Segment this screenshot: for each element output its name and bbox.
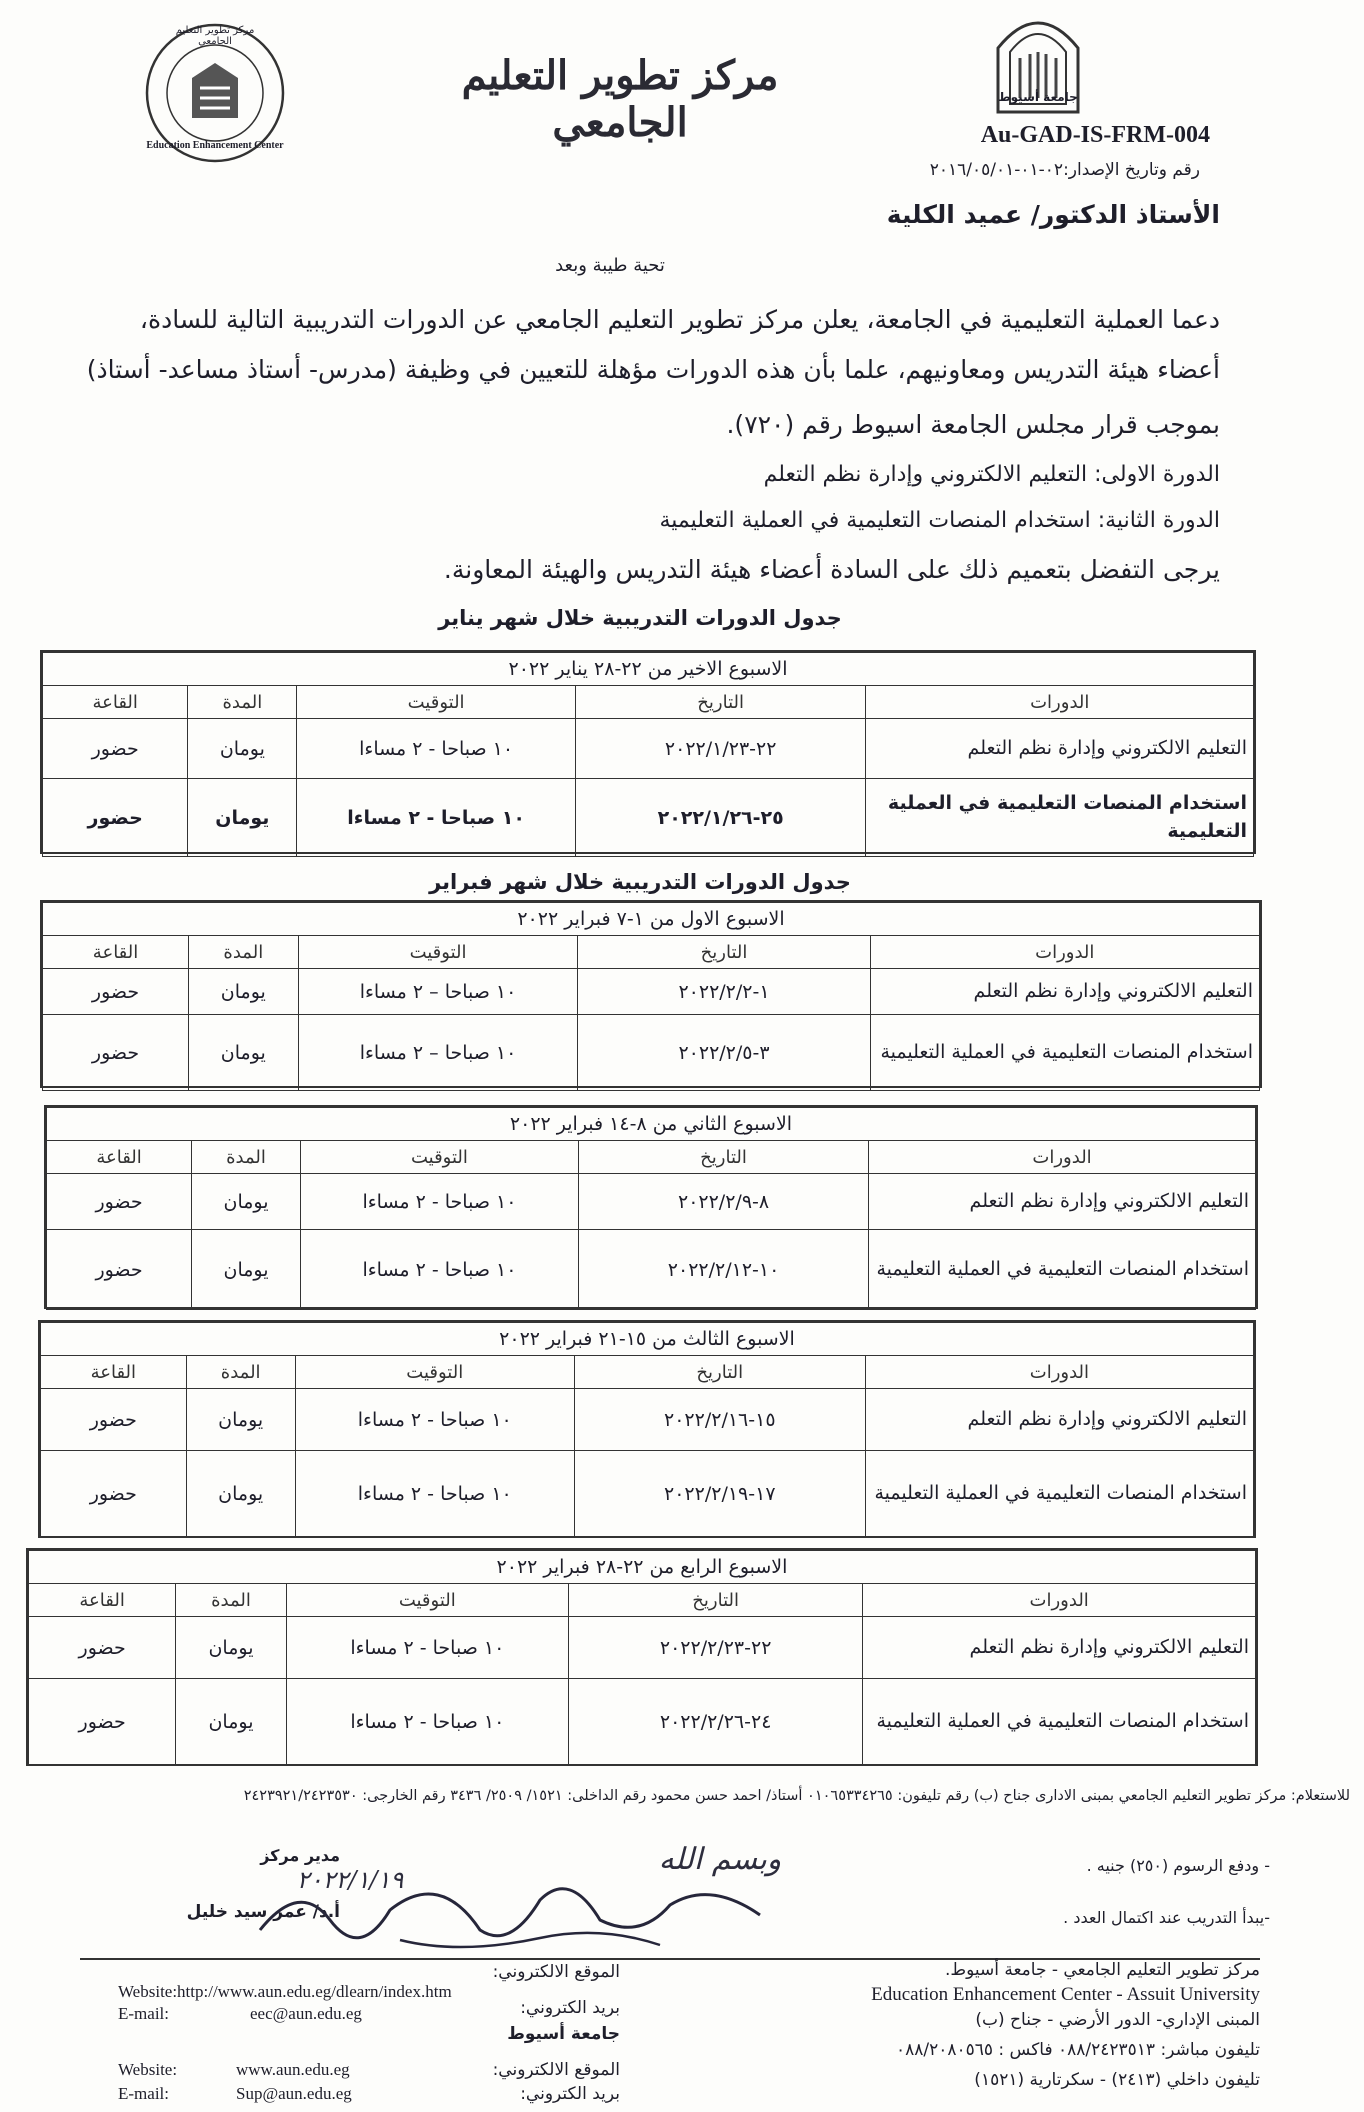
col-timing: التوقيت bbox=[300, 1141, 578, 1174]
course-cell: التعليم الالكتروني وإدارة نظم التعلم bbox=[865, 1389, 1253, 1451]
start-note: -يبدأ التدريب عند اكتمال العدد . bbox=[1063, 1908, 1270, 1927]
date-cell: ٢٢-٢٠٢٢/٢/٢٣ bbox=[568, 1617, 862, 1679]
timing-cell: ١٠ صباحا - ٢ مساءا bbox=[286, 1617, 568, 1679]
col-timing: التوقيت bbox=[297, 686, 576, 719]
body-line-1: دعما العملية التعليمية في الجامعة، يعلن مركز تطوير التعليم الجامعي عن الدورات التدريبية التالية للسادة، bbox=[139, 305, 1220, 334]
course-cell: استخدام المنصات التعليمية في العملية التعليمية bbox=[863, 1679, 1256, 1765]
course-cell: التعليم الالكتروني وإدارة نظم التعلم bbox=[863, 1617, 1256, 1679]
week-caption: الاسبوع الرابع من ٢٢-٢٨ فبراير ٢٠٢٢ bbox=[29, 1551, 1256, 1584]
signature-scribble bbox=[240, 1860, 800, 1960]
table-row bbox=[47, 1174, 1256, 1230]
date-cell: ١٠-٢٠٢٢/٢/١٢ bbox=[578, 1230, 868, 1310]
footer-center-en: Education Enhancement Center - Assuit University bbox=[871, 1984, 1260, 2005]
hall-cell: حضور bbox=[47, 1230, 192, 1310]
timing-cell: ١٠ صباحا - ٢ مساءا bbox=[297, 779, 576, 857]
col-courses: الدورات bbox=[869, 1141, 1256, 1174]
table-row bbox=[47, 1230, 1256, 1310]
handwritten-date: ٢٠٢٢/١/١٩ bbox=[296, 1866, 404, 1894]
col-duration: المدة bbox=[188, 686, 297, 719]
col-courses: الدورات bbox=[870, 936, 1259, 969]
hall-cell: حضور bbox=[43, 1015, 189, 1091]
hall-cell: حضور bbox=[43, 719, 188, 779]
duration-cell: يومان bbox=[188, 779, 297, 857]
table-row bbox=[29, 1679, 1256, 1765]
site-label-1: الموقع الالكتروني: bbox=[492, 1962, 620, 1982]
email-label-2: بريد الكتروني: bbox=[520, 2084, 620, 2104]
timing-cell: ١٠ صباحا – ٢ مساءا bbox=[298, 1015, 578, 1091]
hall-cell: حضور bbox=[29, 1679, 176, 1765]
col-duration: المدة bbox=[192, 1141, 301, 1174]
week-table-feb-2 bbox=[44, 1105, 1258, 1309]
timing-cell: ١٠ صباحا - ٢ مساءا bbox=[300, 1174, 578, 1230]
hall-cell: حضور bbox=[41, 1389, 187, 1451]
table-row bbox=[41, 1451, 1254, 1537]
col-timing: التوقيت bbox=[295, 1356, 574, 1389]
signature-name: أ.د/ عمر سيد خليل bbox=[186, 1902, 340, 1922]
col-date: التاريخ bbox=[575, 686, 866, 719]
col-hall: القاعة bbox=[41, 1356, 187, 1389]
table-row bbox=[29, 1617, 1256, 1679]
hall-cell: حضور bbox=[41, 1451, 187, 1537]
week-table-feb-3 bbox=[38, 1320, 1256, 1538]
email-2-label: E-mail: bbox=[118, 2084, 169, 2103]
email-label-1: بريد الكتروني: bbox=[520, 1998, 620, 2018]
course-cell: التعليم الالكتروني وإدارة نظم التعلم bbox=[869, 1174, 1256, 1230]
course-1-line: الدورة الاولى: التعليم الالكتروني وإدارة نظم التعلم bbox=[763, 462, 1220, 487]
hall-cell: حضور bbox=[29, 1617, 176, 1679]
footer-center-ar: مركز تطوير التعليم الجامعي - جامعة أسيوط. bbox=[944, 1960, 1260, 1980]
request-line: يرجى التفضل بتعميم ذلك على السادة أعضاء هيئة التدريس والهيئة المعاونة. bbox=[443, 555, 1220, 584]
col-duration: المدة bbox=[176, 1584, 286, 1617]
timing-cell: ١٠ صباحا – ٢ مساءا bbox=[298, 969, 578, 1015]
duration-cell: يومان bbox=[192, 1230, 301, 1310]
duration-cell: يومان bbox=[189, 1015, 299, 1091]
email-1-label: E-mail: bbox=[118, 2004, 169, 2023]
date-cell: ٢٤-٢٠٢٢/٢/٢٦ bbox=[568, 1679, 862, 1765]
footer-building: المبنى الإداري- الدور الأرضي - جناح (ب) bbox=[975, 2010, 1260, 2030]
timing-cell: ١٠ صباحا - ٢ مساءا bbox=[286, 1679, 568, 1765]
col-courses: الدورات bbox=[865, 1356, 1253, 1389]
date-cell: ١-٢٠٢٢/٢/٢ bbox=[578, 969, 870, 1015]
col-hall: القاعة bbox=[43, 686, 188, 719]
week-caption: الاسبوع الثالث من ١٥-٢١ فبراير ٢٠٢٢ bbox=[41, 1323, 1254, 1356]
week-table-feb-1 bbox=[40, 900, 1262, 1088]
greeting: تحية طيبة وبعد bbox=[555, 255, 665, 276]
left-logo-caption: Education Enhancement Center bbox=[146, 140, 284, 151]
duration-cell: يومان bbox=[176, 1679, 286, 1765]
course-cell: استخدام المنصات التعليمية في العملية التعليمية bbox=[870, 1015, 1259, 1091]
timing-cell: ١٠ صباحا - ٢ مساءا bbox=[300, 1230, 578, 1310]
col-duration: المدة bbox=[186, 1356, 295, 1389]
col-duration: المدة bbox=[189, 936, 299, 969]
week-caption: الاسبوع الاول من ١-٧ فبراير ٢٠٢٢ bbox=[43, 903, 1260, 936]
website-2-label: Website: bbox=[118, 2060, 178, 2079]
col-date: التاريخ bbox=[574, 1356, 865, 1389]
duration-cell: يومان bbox=[188, 719, 297, 779]
table-row bbox=[43, 969, 1260, 1015]
course-cell: استخدام المنصات التعليمية في العملية التعليمية bbox=[865, 1451, 1253, 1537]
february-table-title: جدول الدورات التدريبية خلال شهر فبراير bbox=[429, 870, 851, 894]
col-courses: الدورات bbox=[866, 686, 1254, 719]
date-cell: ٣-٢٠٢٢/٢/٥ bbox=[578, 1015, 870, 1091]
col-hall: القاعة bbox=[47, 1141, 192, 1174]
left-logo-arabic: مركز تطوير التعليم الجامعي bbox=[175, 25, 255, 47]
signature-title: مدير مركز bbox=[260, 1846, 340, 1865]
handwritten-note: وبسم الله bbox=[658, 1842, 782, 1877]
right-logo-caption: جامعة أسيوط bbox=[998, 90, 1078, 104]
week-caption: الاسبوع الاخير من ٢٢-٢٨ يناير ٢٠٢٢ bbox=[43, 653, 1254, 686]
university-name: جامعة أسيوط bbox=[507, 2024, 620, 2044]
fee-note: - ودفع الرسوم (٢٥٠) جنيه . bbox=[1086, 1856, 1270, 1875]
table-row bbox=[41, 1389, 1254, 1451]
inquiries-line: للاستعلام: مركز تطوير التعليم الجامعي بمبنى الادارى جناح (ب) رقم تليفون: ٠١٠٦٥٣٣٤٢٦٥ أستاذ/ احمد حسن محمود رقم الداخلى: ١٥٢١/ ٢٥٠٩/ ٣٤٣٦ رقم الخارجى: ٢٤٢٣٩٢١/٢٤٢٣٥٣٠ bbox=[243, 1788, 1350, 1804]
hall-cell: حضور bbox=[43, 779, 188, 857]
course-cell: التعليم الالكتروني وإدارة نظم التعلم bbox=[870, 969, 1259, 1015]
timing-cell: ١٠ صباحا - ٢ مساءا bbox=[295, 1451, 574, 1537]
col-date: التاريخ bbox=[578, 1141, 868, 1174]
duration-cell: يومان bbox=[189, 969, 299, 1015]
site-label-2: الموقع الالكتروني: bbox=[492, 2060, 620, 2080]
table-row bbox=[43, 719, 1254, 779]
date-cell: ١٥-٢٠٢٢/٢/١٦ bbox=[574, 1389, 865, 1451]
duration-cell: يومان bbox=[192, 1174, 301, 1230]
table-row bbox=[43, 779, 1254, 857]
timing-cell: ١٠ صباحا - ٢ مساءا bbox=[295, 1389, 574, 1451]
col-courses: الدورات bbox=[863, 1584, 1256, 1617]
duration-cell: يومان bbox=[186, 1389, 295, 1451]
body-line-2: أعضاء هيئة التدريس ومعاونيهم، علما بأن هذه الدورات مؤهلة للتعيين في وظيفة (مدرس- أستاذ مساعد- أستاذ) bbox=[86, 355, 1220, 384]
course-2-line: الدورة الثانية: استخدام المنصات التعليمية في العملية التعليمية bbox=[659, 508, 1220, 533]
col-hall: القاعة bbox=[29, 1584, 176, 1617]
table-row bbox=[43, 1015, 1260, 1091]
email-2[interactable]: Sup@aun.edu.eg bbox=[236, 2084, 352, 2103]
col-timing: التوقيت bbox=[298, 936, 578, 969]
hall-cell: حضور bbox=[43, 969, 189, 1015]
date-cell: ٨-٢٠٢٢/٢/٩ bbox=[578, 1174, 868, 1230]
course-cell: استخدام المنصات التعليمية في العملية التعليمية bbox=[869, 1230, 1256, 1310]
issue-info: رقم وتاريخ الإصدار:٠٢-٠١-٢٠١٦/٠٥/٠١ bbox=[929, 160, 1200, 180]
duration-cell: يومان bbox=[176, 1617, 286, 1679]
course-cell: التعليم الالكتروني وإدارة نظم التعلم bbox=[866, 719, 1254, 779]
week-table-jan-last bbox=[40, 650, 1256, 854]
form-code: Au-GAD-IS-FRM-004 bbox=[980, 122, 1210, 148]
timing-cell: ١٠ صباحا - ٢ مساءا bbox=[297, 719, 576, 779]
addressee: الأستاذ الدكتور/ عميد الكلية bbox=[886, 200, 1220, 229]
date-cell: ٢٢-٢٠٢٢/١/٢٣ bbox=[575, 719, 866, 779]
website-2[interactable]: www.aun.edu.eg bbox=[236, 2060, 350, 2079]
hall-cell: حضور bbox=[47, 1174, 192, 1230]
week-caption: الاسبوع الثاني من ٨-١٤ فبراير ٢٠٢٢ bbox=[47, 1108, 1256, 1141]
col-hall: القاعة bbox=[43, 936, 189, 969]
date-cell: ١٧-٢٠٢٢/٢/١٩ bbox=[574, 1451, 865, 1537]
center-title: مركز تطوير التعليم الجامعي bbox=[461, 52, 779, 146]
col-date: التاريخ bbox=[568, 1584, 862, 1617]
week-table-feb-4 bbox=[26, 1548, 1258, 1766]
body-line-3: بموجب قرار مجلس الجامعة اسيوط رقم (٧٢٠). bbox=[726, 410, 1220, 439]
duration-cell: يومان bbox=[186, 1451, 295, 1537]
footer-internal: تليفون داخلي (٢٤١٣) - سكرتارية (١٥٢١) bbox=[974, 2070, 1260, 2090]
website-1[interactable]: Website:http://www.aun.edu.eg/dlearn/index.htm bbox=[118, 1982, 452, 2001]
email-1[interactable]: eec@aun.edu.eg bbox=[250, 2004, 362, 2023]
col-date: التاريخ bbox=[578, 936, 870, 969]
january-table-title: جدول الدورات التدريبية خلال شهر يناير bbox=[438, 606, 842, 630]
footer-phone: تليفون مباشر: ٠٨٨/٢٤٢٣٥١٣ فاكس : ٠٨٨/٢٠٨٠٥٦٥ bbox=[895, 2040, 1260, 2060]
course-cell: استخدام المنصات التعليمية في العملية التعليمية bbox=[866, 779, 1254, 857]
date-cell: ٢٥-٢٠٢٢/١/٢٦ bbox=[575, 779, 866, 857]
col-timing: التوقيت bbox=[286, 1584, 568, 1617]
